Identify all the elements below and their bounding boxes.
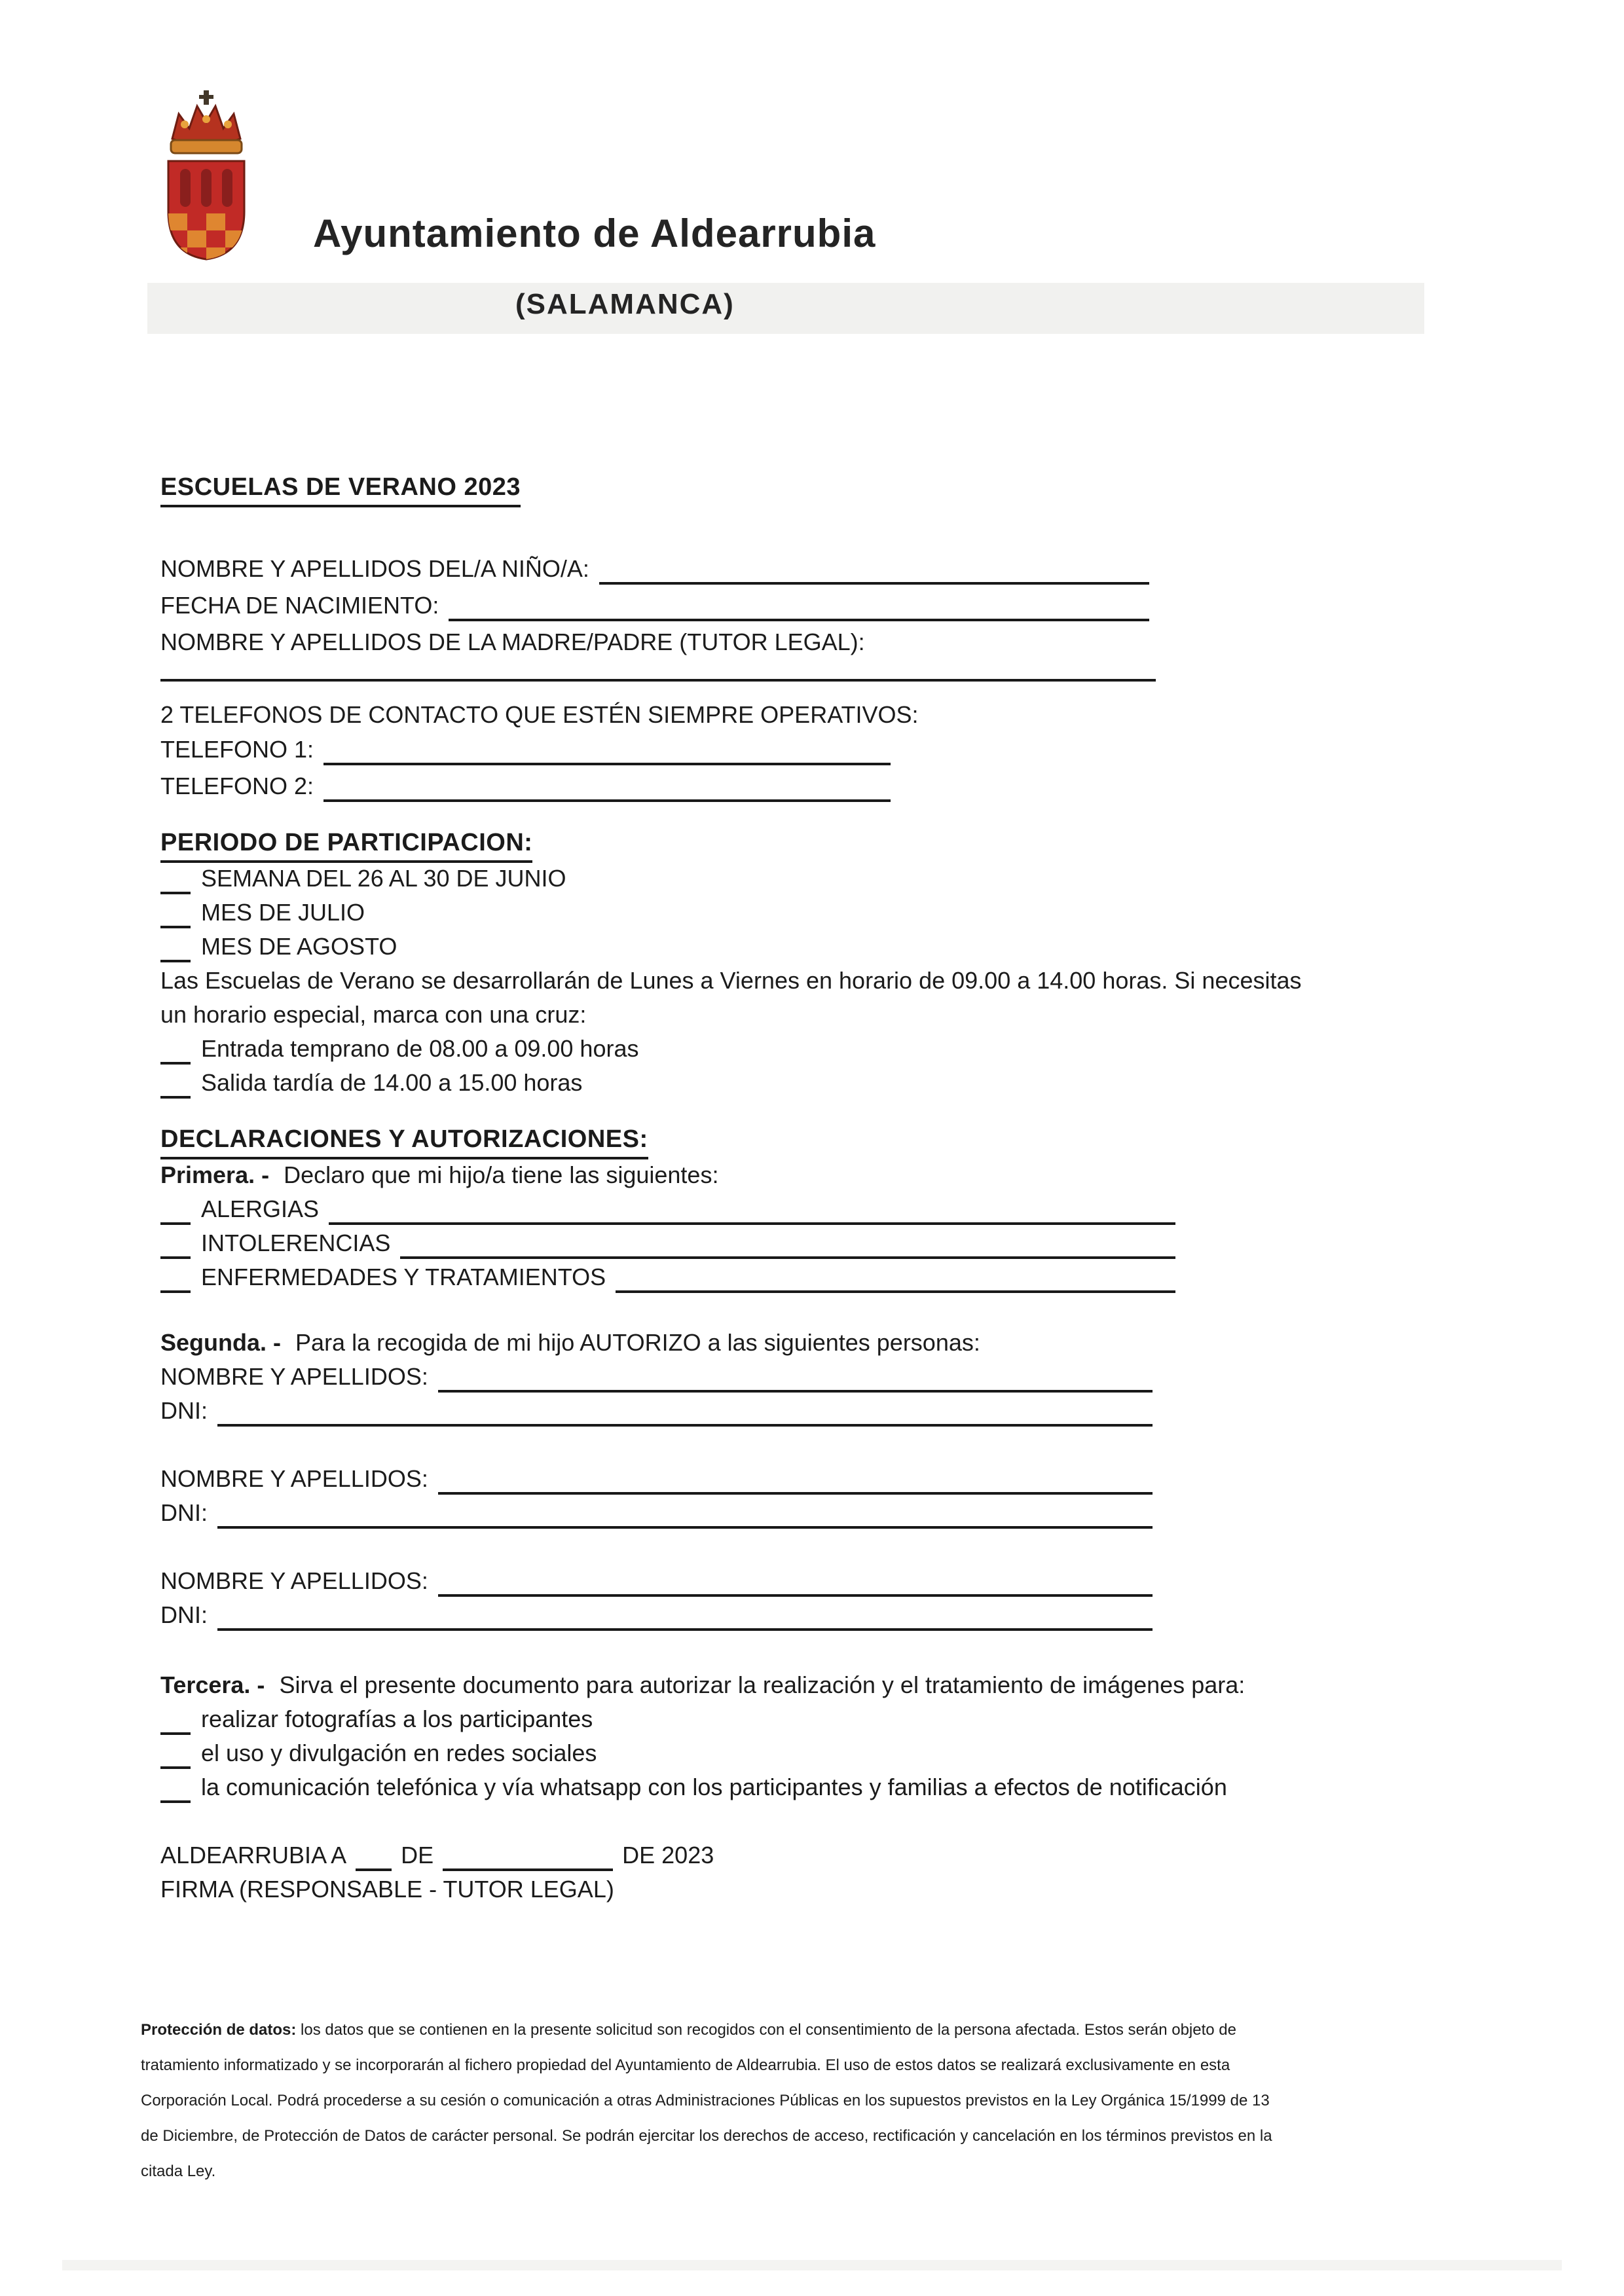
phones-intro-label: 2 TELEFONOS DE CONTACTO QUE ESTÉN SIEMPRE OPERATIVOS: — [160, 701, 919, 728]
declarations-heading: DECLARACIONES Y AUTORIZACIONES: — [160, 1123, 648, 1159]
authorize-social-media-label: el uso y divulgación en redes sociales — [201, 1740, 597, 1766]
data-protection-text: los datos que se contienen en la presente solicitud son recogidos con el consentimiento de la persona afectada. Estos serán objeto de tratamiento informatizado y se incorporarán al fichero propiedad del Ayuntamiento de Aldearrubia. El uso de estos datos se realizará exclusivamente en esta Corporación Local. Podrá procederse a su cesión o comunicación a otras Administraciones Públicas en los supuestos previstos en la Ley Orgánica 15/1999 de 13 de Diciembre, de Protección de Datos de carácter personal. Se podrán ejercitar los derechos de acceso, rectificación y cancelación en los términos previstos en la citada Ley. — [141, 2021, 1272, 2180]
intolerances-row — [160, 1228, 1175, 1259]
person-dni-label: DNI: — [160, 1601, 208, 1628]
checkbox-blank — [160, 1747, 191, 1769]
authorized-person-name-row — [160, 1463, 1153, 1495]
person-name-label: NOMBRE Y APELLIDOS: — [160, 1363, 428, 1390]
data-protection-lead: Protección de datos: — [141, 2021, 297, 2039]
third-declaration-text: Sirva el presente documento para autorizar la realización y el tratamiento de imágenes para: — [279, 1671, 1246, 1698]
second-declaration-text: Para la recogida de mi hijo AUTORIZO a las siguientes personas: — [295, 1329, 980, 1356]
first-declaration-lead: Primera. - — [160, 1161, 270, 1188]
authorize-photos-row — [160, 1704, 1303, 1735]
form-title: ESCUELAS DE VERANO 2023 — [160, 471, 521, 507]
child-name-row — [160, 553, 1149, 585]
checkbox-blank — [160, 940, 191, 962]
date-year-label: DE 2023 — [622, 1842, 714, 1868]
person-dni-blank-line — [217, 1500, 1153, 1529]
scan-artifact — [62, 2260, 1562, 2270]
illnesses-row — [160, 1262, 1175, 1293]
child-name-blank-line — [599, 556, 1149, 585]
phone2-blank-line — [323, 773, 891, 802]
schedule-option-label: Entrada temprano de 08.00 a 09.00 horas — [201, 1035, 639, 1062]
schedule-option-label: Salida tardía de 14.00 a 15.00 horas — [201, 1069, 583, 1096]
checkbox-blank — [160, 1781, 191, 1803]
third-declaration-lead: Tercera. - — [160, 1671, 265, 1698]
participation-option-label: MES DE AGOSTO — [201, 933, 397, 960]
illnesses-blank-line — [616, 1264, 1175, 1293]
form-content — [141, 471, 1303, 2189]
person-dni-label: DNI: — [160, 1499, 208, 1526]
authorize-social-media-row — [160, 1738, 1303, 1769]
phones-intro-row — [160, 699, 1303, 731]
person-name-blank-line — [438, 1466, 1153, 1495]
checkbox-blank — [160, 1713, 191, 1735]
schedule-note-line1: Las Escuelas de Verano se desarrollarán de Lunes a Viernes en horario de 09.00 a 14.00 horas. Si necesitas — [160, 967, 1302, 994]
phone2-label: TELEFONO 2: — [160, 773, 314, 799]
participation-option-august — [160, 931, 1303, 962]
authorize-photos-label: realizar fotografías a los participantes — [201, 1705, 593, 1732]
schedule-option-early — [160, 1033, 1303, 1065]
schedule-note-line2: un horario especial, marca con una cruz: — [160, 1001, 587, 1028]
date-de-label: DE — [401, 1842, 434, 1868]
phone2-row — [160, 771, 891, 802]
checkbox-blank — [160, 906, 191, 928]
signature-label: FIRMA (RESPONSABLE - TUTOR LEGAL) — [160, 1876, 614, 1903]
birth-date-label: FECHA DE NACIMIENTO: — [160, 592, 439, 619]
intolerances-label: INTOLERENCIAS — [201, 1230, 391, 1256]
checkbox-blank — [160, 1237, 191, 1259]
person-dni-blank-line — [217, 1602, 1153, 1631]
participation-heading: PERIODO DE PARTICIPACION: — [160, 827, 532, 863]
province-band — [147, 283, 1424, 334]
authorized-person-dni-row — [160, 1497, 1153, 1529]
person-name-blank-line — [438, 1568, 1153, 1597]
authorize-whatsapp-row — [160, 1772, 1303, 1803]
second-declaration-lead: Segunda. - — [160, 1329, 282, 1356]
data-protection-notice — [141, 2013, 1285, 2189]
checkbox-blank — [160, 1042, 191, 1065]
participation-option-label: SEMANA DEL 26 AL 30 DE JUNIO — [201, 865, 566, 892]
third-declaration-row — [160, 1669, 1303, 1701]
phone1-blank-line — [323, 737, 891, 765]
parent-name-label: NOMBRE Y APELLIDOS DE LA MADRE/PADRE (TUTOR LEGAL): — [160, 629, 865, 655]
municipality-name: Ayuntamiento de Aldearrubia — [313, 211, 876, 255]
parent-name-row — [160, 627, 1303, 658]
date-day-blank — [356, 1849, 392, 1871]
first-declaration-row — [160, 1159, 1303, 1191]
schedule-option-late — [160, 1067, 1303, 1099]
allergies-blank-line — [329, 1196, 1175, 1225]
authorized-person-dni-row — [160, 1599, 1153, 1631]
checkbox-blank — [160, 1203, 191, 1225]
coat-of-arms-svg — [154, 90, 259, 264]
person-name-blank-line — [438, 1364, 1153, 1393]
authorized-person-name-row — [160, 1361, 1153, 1393]
person-dni-label: DNI: — [160, 1397, 208, 1424]
intolerances-blank-line — [400, 1230, 1175, 1259]
parent-name-blank-line — [160, 658, 1156, 682]
birth-date-blank-line — [449, 592, 1149, 621]
person-dni-blank-line — [217, 1398, 1153, 1427]
birth-date-row — [160, 590, 1149, 621]
allergies-label: ALERGIAS — [201, 1195, 320, 1222]
checkbox-blank — [160, 872, 191, 894]
second-declaration-row — [160, 1327, 1303, 1358]
checkbox-blank — [160, 1271, 191, 1293]
participation-option-june — [160, 863, 1303, 894]
first-declaration-text: Declaro que mi hijo/a tiene las siguientes: — [284, 1161, 719, 1188]
child-name-label: NOMBRE Y APELLIDOS DEL/A NIÑO/A: — [160, 555, 589, 582]
date-place-label: ALDEARRUBIA A — [160, 1842, 347, 1868]
participation-option-july — [160, 897, 1303, 928]
phone1-label: TELEFONO 1: — [160, 736, 314, 763]
coat-of-arms-logo-icon — [154, 90, 259, 264]
date-line — [160, 1840, 881, 1871]
participation-option-label: MES DE JULIO — [201, 899, 365, 926]
checkbox-blank — [160, 1076, 191, 1099]
allergies-row — [160, 1194, 1175, 1225]
date-month-blank — [443, 1849, 613, 1871]
authorized-person-dni-row — [160, 1395, 1153, 1427]
authorized-person-name-row — [160, 1565, 1153, 1597]
person-name-label: NOMBRE Y APELLIDOS: — [160, 1567, 428, 1594]
illnesses-label: ENFERMEDADES Y TRATAMIENTOS — [201, 1264, 606, 1290]
authorize-whatsapp-label: la comunicación telefónica y vía whatsapp con los participantes y familias a efectos de notificación — [201, 1774, 1227, 1800]
province-label: (SALAMANCA) — [515, 288, 735, 320]
phone1-row — [160, 734, 891, 765]
person-name-label: NOMBRE Y APELLIDOS: — [160, 1465, 428, 1492]
